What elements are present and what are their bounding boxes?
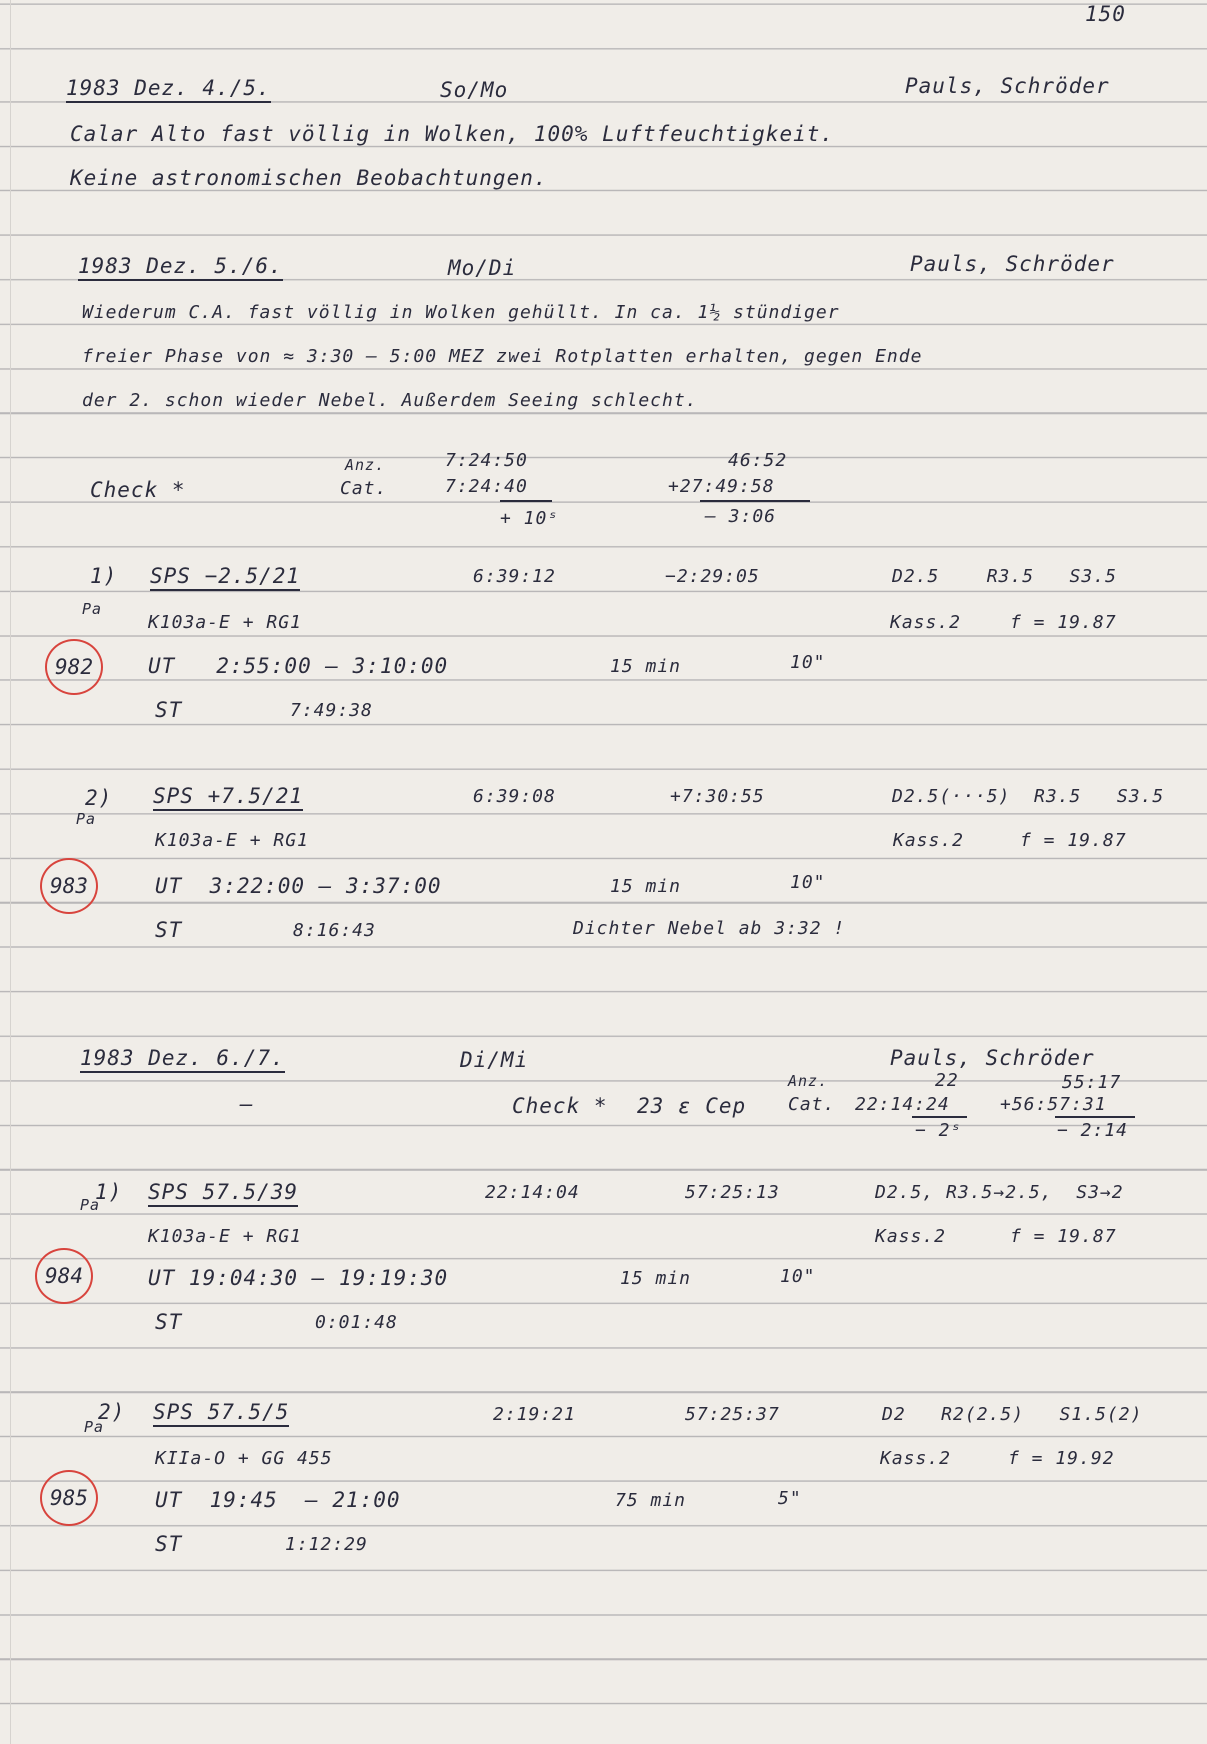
entry3-anz-label: Anz.	[788, 1072, 829, 1090]
margin-line	[10, 0, 11, 1744]
plate-982-params: D2.5 R3.5 S3.5	[892, 566, 1117, 587]
plate-983-st-label: ST	[155, 918, 183, 942]
plate-984-emulsion: K103a-E + RG1	[148, 1226, 302, 1247]
plate-985-dec: 57:25:37	[685, 1404, 780, 1425]
plate-982-number-circle: 982	[45, 639, 103, 695]
entry2-ra-diff: + 10ˢ	[500, 508, 560, 529]
plate-983-pa: Pa	[76, 810, 97, 828]
entry2-check-label: Check *	[90, 478, 186, 502]
plate-983-number: 2)	[85, 786, 113, 810]
plate-984-focal: f = 19.87	[1010, 1226, 1117, 1247]
plate-983-exposure: 15 min	[610, 876, 682, 897]
plate-984-kass: Kass.2	[875, 1226, 947, 1247]
plate-984-seeing: 10"	[780, 1266, 816, 1287]
entry2-dec-anz: 46:52	[728, 450, 788, 471]
plate-984-field: SPS 57.5/39	[148, 1180, 298, 1207]
entry3-observers: Pauls, Schröder	[890, 1046, 1095, 1070]
plate-984-number: 1)	[95, 1180, 123, 1204]
page-number: 150	[1085, 2, 1126, 26]
plate-982-emulsion: K103a-E + RG1	[148, 612, 302, 633]
plate-985-kass: Kass.2	[880, 1448, 952, 1469]
entry1-day: So/Mo	[440, 78, 509, 102]
plate-985-st-label: ST	[155, 1532, 183, 1556]
entry3-check-label: Check *	[512, 1094, 608, 1118]
plate-984-st-value: 0:01:48	[315, 1312, 398, 1333]
plate-982-ra: 6:39:12	[473, 566, 556, 587]
entry2-anz-label: Anz.	[345, 456, 386, 474]
plate-984-ut: UT 19:04:30 – 19:19:30	[148, 1266, 449, 1290]
plate-983-focal: f = 19.87	[1020, 830, 1127, 851]
entry3-dec-anz: 55:17	[1062, 1072, 1122, 1093]
plate-983-params: D2.5(···5) R3.5 S3.5	[892, 786, 1165, 807]
plate-983-ut: UT 3:22:00 – 3:37:00	[155, 874, 442, 898]
plate-985-pa: Pa	[84, 1418, 105, 1436]
plate-982-exposure: 15 min	[610, 656, 682, 677]
plate-983-st-value: 8:16:43	[293, 920, 376, 941]
plate-984-st-label: ST	[155, 1310, 183, 1334]
plate-985-exposure: 75 min	[615, 1490, 687, 1511]
plate-982-pa: Pa	[82, 600, 103, 618]
plate-985-params: D2 R2(2.5) S1.5(2)	[882, 1404, 1143, 1425]
entry3-dec-diff: − 2:14	[1057, 1120, 1129, 1141]
entry1-date: 1983 Dez. 4./5.	[66, 76, 271, 103]
entry2-ra-rule	[500, 500, 552, 502]
plate-983-number-circle: 983	[40, 858, 98, 914]
plate-982-field: SPS −2.5/21	[150, 564, 300, 591]
plate-982-number: 1)	[90, 564, 118, 588]
entry1-observers: Pauls, Schröder	[905, 74, 1110, 98]
plate-985-ra: 2:19:21	[493, 1404, 576, 1425]
plate-983-remark: Dichter Nebel ab 3:32 !	[573, 918, 846, 939]
plate-984-ra: 22:14:04	[485, 1182, 580, 1203]
entry3-dec-rule	[1055, 1116, 1135, 1118]
entry3-ra-rule	[912, 1116, 967, 1118]
plate-983-seeing: 10"	[790, 872, 826, 893]
entry3-ra-anz: 22	[935, 1070, 959, 1091]
plate-983-kass: Kass.2	[893, 830, 965, 851]
plate-985-seeing: 5"	[778, 1488, 802, 1509]
plate-985-st-value: 1:12:29	[285, 1534, 368, 1555]
entry3-dash: –	[240, 1092, 254, 1116]
entry3-check-star: 23 ε Cep	[637, 1094, 747, 1118]
entry3-date: 1983 Dez. 6./7.	[80, 1046, 285, 1073]
entry2-date: 1983 Dez. 5./6.	[78, 254, 283, 281]
entry2-dec-cat: +27:49:58	[668, 476, 775, 497]
plate-982-ut: UT 2:55:00 – 3:10:00	[148, 654, 449, 678]
plate-983-field: SPS +7.5/21	[153, 784, 303, 811]
plate-982-kass: Kass.2	[890, 612, 962, 633]
entry2-dec-rule	[700, 500, 810, 502]
plate-982-st-value: 7:49:38	[290, 700, 373, 721]
plate-983-dec: +7:30:55	[670, 786, 765, 807]
entry2-observers: Pauls, Schröder	[910, 252, 1115, 276]
entry2-ra-anz: 7:24:50	[445, 450, 528, 471]
entry1-note-line2: Keine astronomischen Beobachtungen.	[70, 166, 548, 190]
entry3-day: Di/Mi	[460, 1048, 529, 1072]
entry3-ra-cat: 22:14:24	[855, 1094, 950, 1115]
entry2-dec-diff: – 3:06	[705, 506, 777, 527]
plate-984-number-circle: 984	[35, 1248, 93, 1304]
plate-984-params: D2.5, R3.5→2.5, S3→2	[875, 1182, 1124, 1203]
plate-984-dec: 57:25:13	[685, 1182, 780, 1203]
plate-985-number: 2)	[98, 1400, 126, 1424]
plate-982-st-label: ST	[155, 698, 183, 722]
entry3-dec-cat: +56:57:31	[1000, 1094, 1107, 1115]
plate-982-dec: −2:29:05	[665, 566, 760, 587]
plate-985-focal: f = 19.92	[1008, 1448, 1115, 1469]
plate-983-emulsion: K103a-E + RG1	[155, 830, 309, 851]
entry2-day: Mo/Di	[448, 256, 517, 280]
entry2-note-line1: Wiederum C.A. fast völlig in Wolken gehüllt. In ca. 1½ stündiger	[82, 302, 840, 323]
entry2-note-line2: freier Phase von ≈ 3:30 – 5:00 MEZ zwei Rotplatten erhalten, gegen Ende	[82, 346, 923, 367]
plate-985-ut: UT 19:45 – 21:00	[155, 1488, 401, 1512]
plate-983-ra: 6:39:08	[473, 786, 556, 807]
entry1-note-line1: Calar Alto fast völlig in Wolken, 100% Luftfeuchtigkeit.	[70, 122, 835, 146]
plate-985-number-circle: 985	[40, 1470, 98, 1526]
plate-982-seeing: 10"	[790, 652, 826, 673]
plate-985-field: SPS 57.5/5	[153, 1400, 289, 1427]
plate-985-emulsion: KIIa-O + GG 455	[155, 1448, 333, 1469]
entry2-ra-cat: 7:24:40	[445, 476, 528, 497]
plate-984-exposure: 15 min	[620, 1268, 692, 1289]
plate-982-focal: f = 19.87	[1010, 612, 1117, 633]
entry2-note-line3: der 2. schon wieder Nebel. Außerdem Seeing schlecht.	[82, 390, 698, 411]
entry3-cat-label: Cat.	[788, 1094, 836, 1115]
entry2-cat-label: Cat.	[340, 478, 388, 499]
plate-984-pa: Pa	[80, 1196, 101, 1214]
entry3-ra-diff: − 2ˢ	[915, 1120, 963, 1141]
